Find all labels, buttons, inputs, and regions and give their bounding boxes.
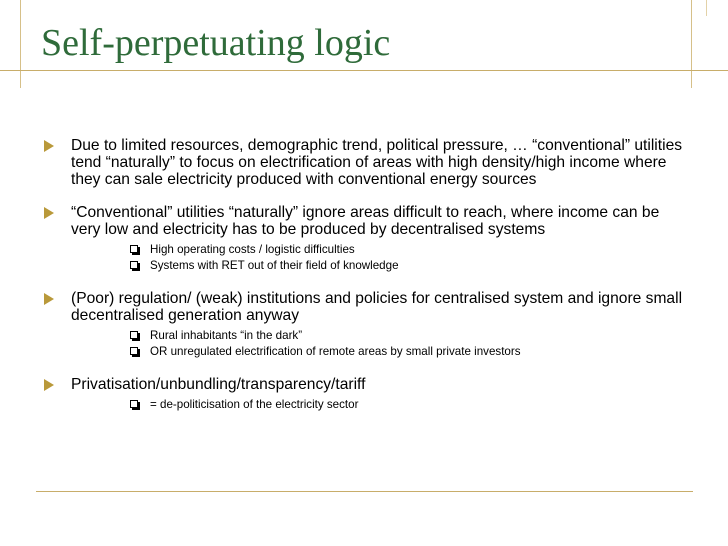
bullet-text: Due to limited resources, demographic trend, political pressure, … “conventional” utilities tend “naturally” to focus on electrification of areas with high density/high income where they can sale electricity produced with conventional energy sources xyxy=(71,137,683,188)
sub-bullet-item xyxy=(71,344,692,360)
sub-bullet-list xyxy=(71,242,692,274)
frame-corner-tick xyxy=(706,0,707,16)
bullet-list xyxy=(44,137,692,429)
sub-bullet-text: High operating costs / logistic difficulties xyxy=(150,243,355,256)
bullet-item xyxy=(44,290,692,360)
frame-right-line xyxy=(691,0,692,88)
sub-bullet-item xyxy=(71,328,692,344)
checkbox-bullet-icon xyxy=(130,331,138,339)
sub-bullet-list xyxy=(71,397,692,413)
bullet-item xyxy=(44,137,692,188)
sub-bullet-item xyxy=(71,242,692,258)
bullet-text: (Poor) regulation/ (weak) institutions and policies for centralised system and ignore small decentralised generation anyway xyxy=(71,290,683,324)
triangle-bullet-icon xyxy=(44,379,54,391)
slide-title: Self-perpetuating logic xyxy=(41,22,391,64)
bullet-item xyxy=(44,204,692,274)
sub-bullet-item xyxy=(71,258,692,274)
checkbox-bullet-icon xyxy=(130,245,138,253)
checkbox-bullet-icon xyxy=(130,261,138,269)
triangle-bullet-icon xyxy=(44,293,54,305)
sub-bullet-list xyxy=(71,328,692,360)
title-rule xyxy=(0,70,728,71)
footer-rule xyxy=(36,491,693,492)
checkbox-bullet-icon xyxy=(130,400,138,408)
triangle-bullet-icon xyxy=(44,140,54,152)
triangle-bullet-icon xyxy=(44,207,54,219)
bullet-item xyxy=(44,376,692,413)
bullet-text: Privatisation/unbundling/transparency/tariff xyxy=(71,376,366,393)
checkbox-bullet-icon xyxy=(130,347,138,355)
sub-bullet-text: OR unregulated electrification of remote areas by small private investors xyxy=(150,345,521,358)
sub-bullet-item xyxy=(71,397,692,413)
sub-bullet-text: Rural inhabitants “in the dark” xyxy=(150,329,303,342)
bullet-text: “Conventional” utilities “naturally” ignore areas difficult to reach, where income can be very low and electricity has to be produced by decentralised systems xyxy=(71,204,660,238)
sub-bullet-text: = de-politicisation of the electricity sector xyxy=(150,398,359,411)
frame-left-line xyxy=(20,0,21,88)
sub-bullet-text: Systems with RET out of their field of knowledge xyxy=(150,259,399,272)
